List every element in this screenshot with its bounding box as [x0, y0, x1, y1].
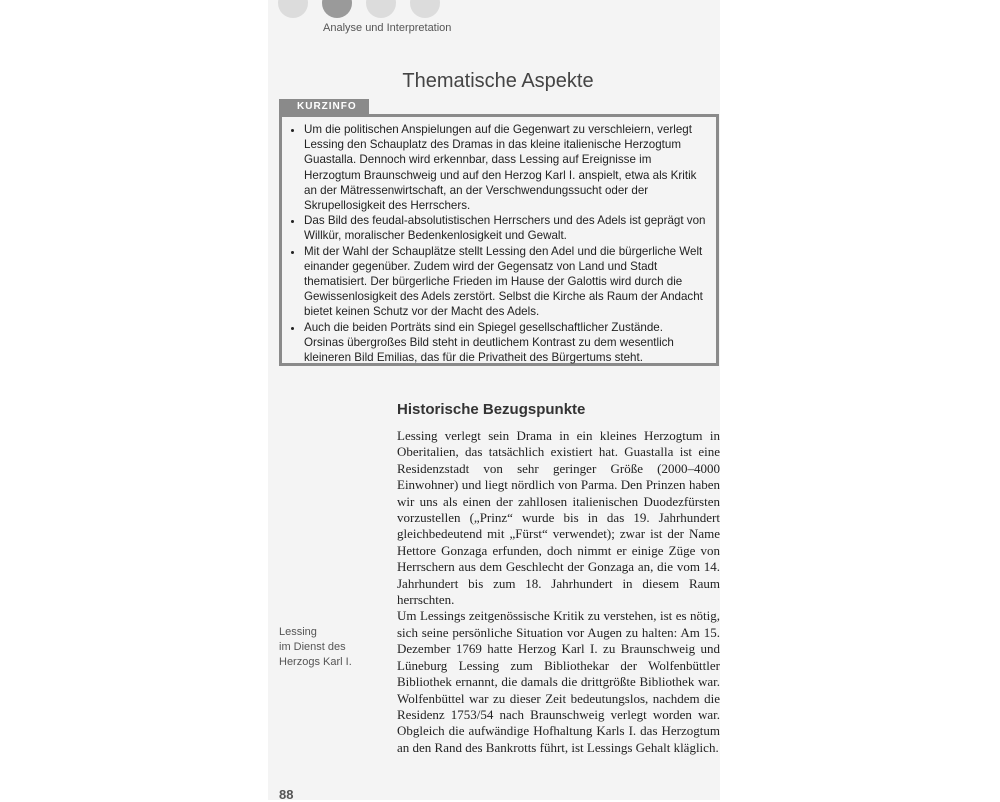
body-paragraph: Lessing verlegt sein Drama in ein kleines Herzogtum in Oberitalien, das tatsächlich existiert hat. Guastalla ist eine Residenzstadt von sehr geringer Größe (2000–4000 Einwohner) und liegt nördlich von Parma. Den Prinzen haben wir uns als einen der zahllosen italienischen Duodezfürsten vorzustellen („Prinz“ wurde bis in das 19. Jahrhundert gleichbedeutend mit „Fürst“ verwendet); zwar ist der Name Hettore Gonzaga erfunden, doch nimmt er einige Züge von Herrschern aus dem Geschlecht der Gonzaga an, die vom 14. Jahrhundert bis zum 18. Jahrhundert in diesem Raum herrschten.: [397, 428, 720, 608]
kurzinfo-item: • Mit der Wahl der Schauplätze stellt Lessing den Adel und die bürgerliche Welt einander gegenüber. Zudem wird der Gegensatz von Land und Stadt thematisiert. Der bürgerliche Frieden im Hause der Galottis wird durch die Gewissenlosigkeit des Adels zerstört. Selbst die Kirche als Raum der Andacht bietet keinen Schutz vor der Macht des Adels.: [304, 244, 706, 320]
kurzinfo-box: [279, 114, 719, 366]
margin-note-line: im Dienst des: [279, 641, 346, 653]
kurzinfo-item: • Auch die beiden Porträts sind ein Spiegel gesellschaftlicher Zustände. Orsinas übergroßes Bild steht in deutlichem Kontrast zu dem wesentlich kleineren Bild Emilias, das für die Privatheit des Bürgertums steht.: [304, 320, 706, 366]
margin-note-line: Lessing: [279, 626, 317, 638]
kurzinfo-item: • Um die politischen Anspielungen auf die Gegenwart zu verschleiern, verlegt Lessing den Schauplatz des Dramas in das kleine italienische Herzogtum Guastalla. Dennoch wird erkennbar, dass Lessing auf Ereignisse im Herzogtum Braunschweig und auf den Herzog Karl I. anspielt, etwa als Kritik an der Mätressenwirtschaft, an der Verschwendungssucht oder der Skrupellosigkeit des Herrschers.: [304, 122, 706, 213]
margin-note: [279, 625, 364, 670]
body-paragraph: Um Lessings zeitgenössische Kritik zu verstehen, ist es nötig, sich seine persönliche Situation vor Augen zu halten: Am 15. Dezember 1769 hatte Herzog Karl I. zu Braunschweig und Lüneburg Lessing zum Bibliothekar der Wolfenbüttler Bibliothek ernannt, die damals die drittgrößte Bibliothek war. Wolfenbüttel war zu dieser Zeit bedeutungslos, nachdem die Residenz 1753/54 nach Braunschweig verlegt worden war. Obgleich die aufwändige Hofhaltung Karls I. das Herzogtum an den Rand des Bankrotts führt, ist Lessings Gehalt kläglich.: [397, 608, 720, 755]
subsection-heading: Historische Bezugspunkte: [397, 401, 586, 418]
margin-note-line: Herzogs Karl I.: [279, 656, 352, 668]
kurzinfo-item: • Das Bild des feudal-absolutistischen Herrschers und des Adels ist geprägt von Willkür, moralischer Bedenkenlosigkeit und Gewalt.: [304, 213, 706, 243]
kurzinfo-list: [282, 117, 716, 365]
chapter-label: Analyse und Interpretation: [323, 22, 452, 34]
section-title: Thematische Aspekte: [402, 70, 594, 92]
kurzinfo-label: KURZINFO: [279, 99, 369, 114]
body-text: [397, 428, 720, 756]
page-number: 88: [279, 787, 294, 802]
